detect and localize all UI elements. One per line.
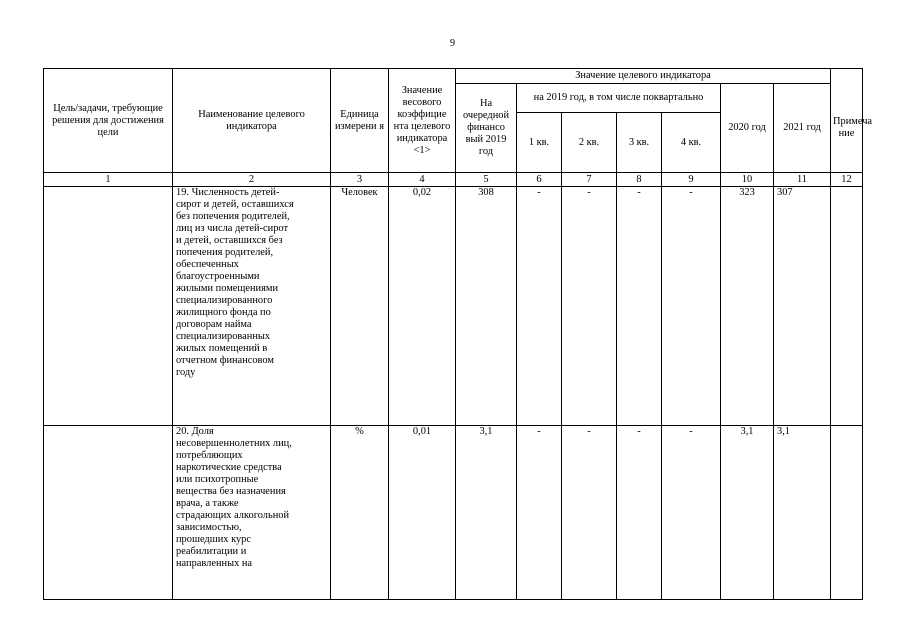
header-row-1	[44, 69, 863, 84]
header-weight: Значение весового коэффициe нта целевого индикатора <1>	[389, 69, 456, 173]
table-row	[44, 187, 863, 426]
column-number: 11	[774, 173, 831, 187]
row-unit: Человек	[331, 187, 389, 426]
column-number: 7	[562, 173, 617, 187]
column-number: 3	[331, 173, 389, 187]
column-number: 12	[831, 173, 863, 187]
row-value-2020: 323	[721, 187, 774, 426]
column-number: 5	[456, 173, 517, 187]
row-note	[831, 426, 863, 600]
row-q3: -	[617, 187, 662, 426]
row-indicator-name: 19. Численность детей- сирот и детей, оставшихся без попечения родителей, лиц из числа детей-сирот и детей, оставшихся без попечения родителей, обеспеченных благоустроенными жилыми помещениями специализированного жилищного фонда по договорам найма специализированных жилых помещений в отчетном финансовом году	[173, 187, 331, 426]
row-q2: -	[562, 187, 617, 426]
column-number-row	[44, 173, 863, 187]
row-q2: -	[562, 426, 617, 600]
row-value-2019: 3,1	[456, 426, 517, 600]
row-value-2021: 3,1	[774, 426, 831, 600]
column-number: 1	[44, 173, 173, 187]
row-weight: 0,01	[389, 426, 456, 600]
row-value-2020: 3,1	[721, 426, 774, 600]
header-q3: 3 кв.	[617, 113, 662, 173]
header-quarterly: на 2019 год, в том числе поквартально	[517, 84, 721, 113]
row-indicator-name: 20. Доля несовершеннолетних лиц, потребляющих наркотические средства или психотропные вещества без назначения врача, а также страдающих алкогольной зависимостью, прошедших курс реабилитации и направленных на	[173, 426, 331, 600]
header-target-value: Значение целевого индикатора	[456, 69, 831, 84]
row-value-2019: 308	[456, 187, 517, 426]
header-q4: 4 кв.	[662, 113, 721, 173]
header-unit: Единица измерени я	[331, 69, 389, 173]
row-q4: -	[662, 426, 721, 600]
row-q3: -	[617, 426, 662, 600]
header-goal: Цель/задачи, требующие решения для достижения цели	[44, 69, 173, 173]
header-next-year: На очередной финансо вый 2019 год	[456, 84, 517, 173]
row-note	[831, 187, 863, 426]
header-q2: 2 кв.	[562, 113, 617, 173]
row-q4: -	[662, 187, 721, 426]
row-unit: %	[331, 426, 389, 600]
header-note: Примеча ние	[831, 84, 863, 173]
header-indicator-name: Наименование целевого индикатора	[173, 69, 331, 173]
column-number: 9	[662, 173, 721, 187]
row-q1: -	[517, 187, 562, 426]
row-weight: 0,02	[389, 187, 456, 426]
column-number: 6	[517, 173, 562, 187]
page-number: 9	[450, 38, 455, 49]
indicator-table	[43, 68, 873, 600]
column-number: 10	[721, 173, 774, 187]
column-number: 2	[173, 173, 331, 187]
header-year-2020: 2020 год	[721, 84, 774, 173]
row-goal	[44, 187, 173, 426]
header-year-2021: 2021 год	[774, 84, 831, 173]
header-q1: 1 кв.	[517, 113, 562, 173]
column-number: 8	[617, 173, 662, 187]
row-goal	[44, 426, 173, 600]
table-row	[44, 426, 863, 600]
row-value-2021: 307	[774, 187, 831, 426]
header-note-top	[831, 69, 863, 84]
row-q1: -	[517, 426, 562, 600]
column-number: 4	[389, 173, 456, 187]
